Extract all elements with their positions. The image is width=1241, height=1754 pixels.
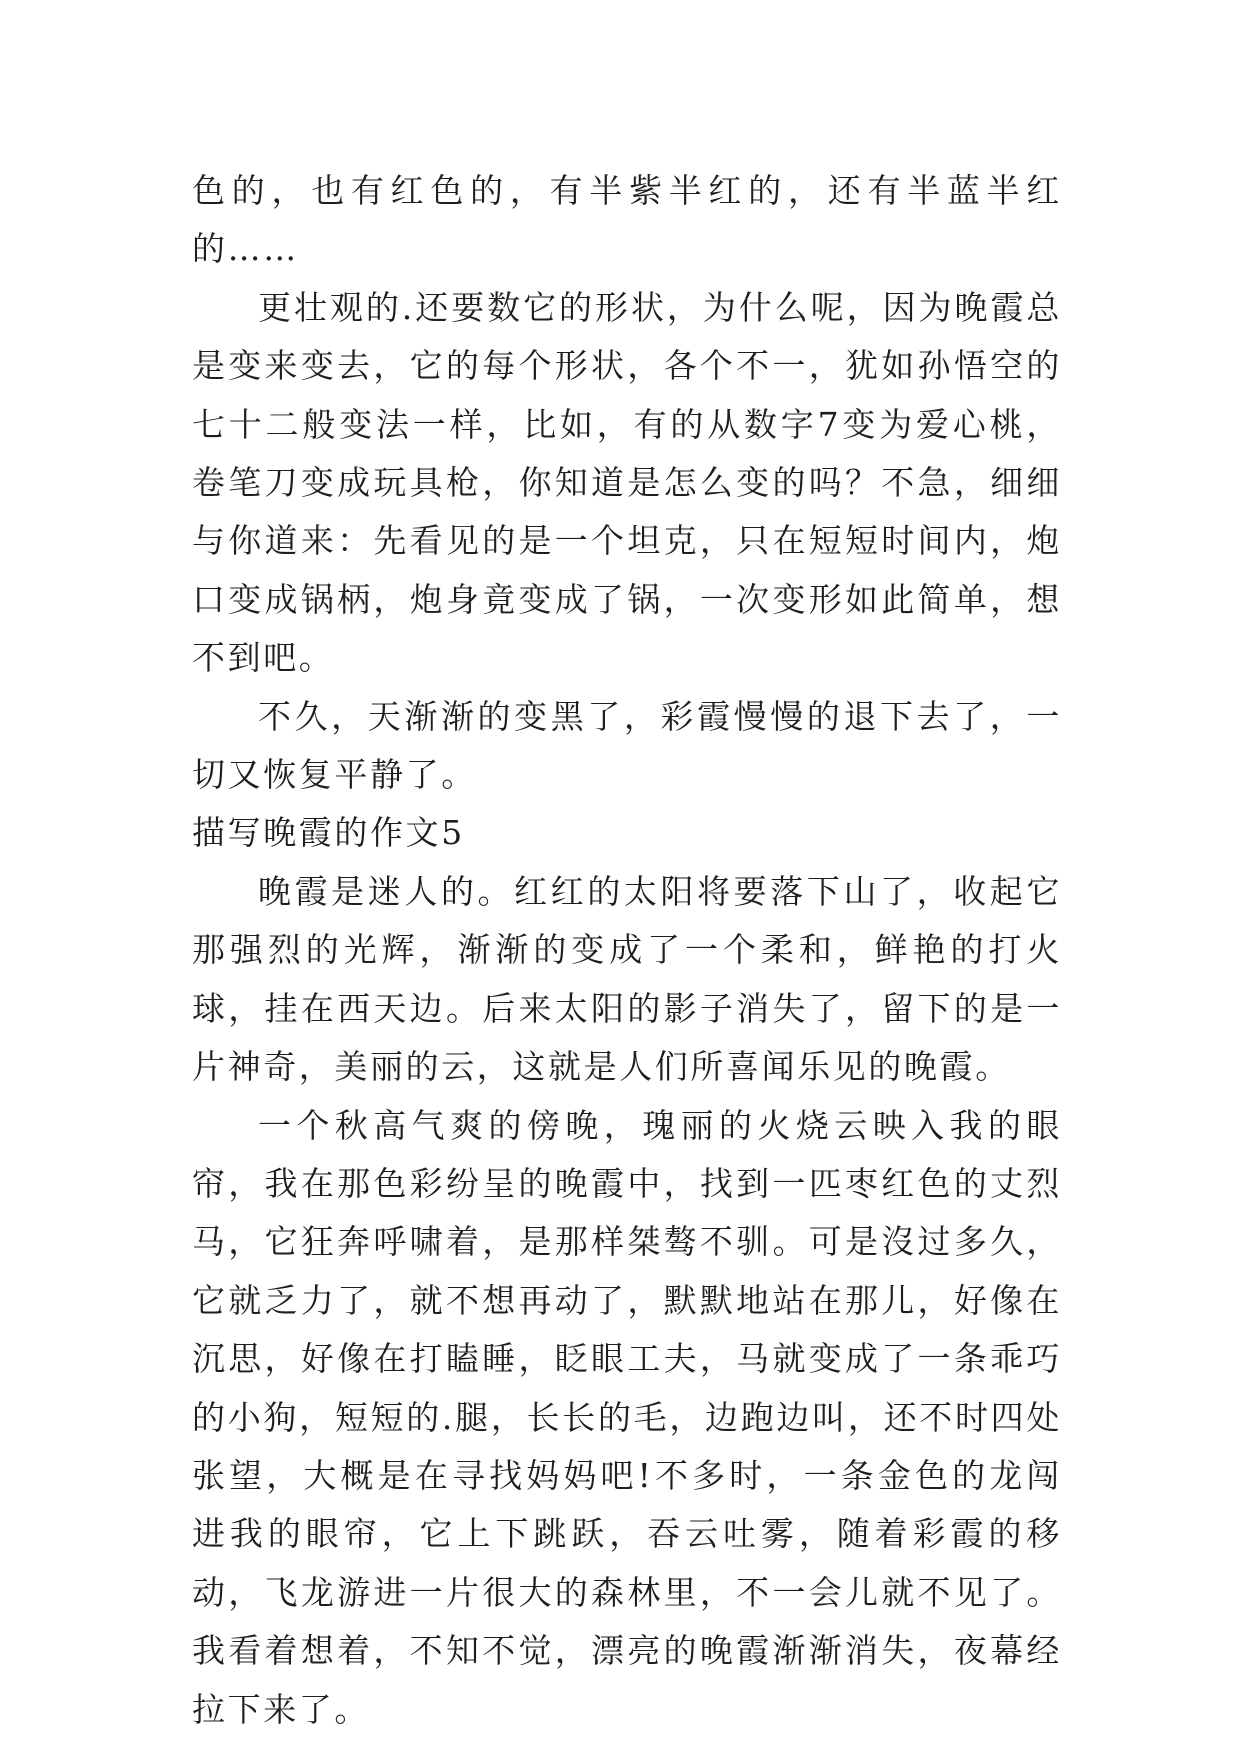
- paragraph-sunset-intro: 晚霞是迷人的。红红的太阳将要落下山了，收起它那强烈的光辉，渐渐的变成了一个柔和，鲜艳的打火球，挂在西天边。后来太阳的影子消失了，留下的是一片神奇，美丽的云，这就是人们所喜闻乐见的晚霞。: [192, 871, 1062, 1087]
- essay-heading: 描写晚霞的作文5: [192, 813, 465, 853]
- continuation-paragraph: 色的，也有红色的，有半紫半红的，还有半蓝半红的……: [192, 171, 1062, 269]
- paragraph-nightfall: 不久，天渐渐的变黑了，彩霞慢慢的退下去了，一切又恢复平静了。: [192, 696, 1062, 795]
- paragraph-cloud-shapes: 一个秋高气爽的傍晚，瑰丽的火烧云映入我的眼帘，我在那色彩纷呈的晚霞中，找到一匹枣红色的丈烈马，它狂奔呼啸着，是那样桀骜不驯。可是沒过多久，它就乏力了，就不想再动了，默默地站在那儿，好像在沉思，好像在打瞌睡，眨眼工夫，马就变成了一条乖巧的小狗，短短的.腿，长长的毛，边跑边叫，还不时四处张望，大概是在寻找妈妈吧!不多时，一条金色的龙闯进我的眼帘，它上下跳跃，吞云吐雾，随着彩霞的移动，飞龙游进一片很大的森林里，不一会儿就不见了。我看着想着，不知不觉，漂亮的晚霞渐渐消失，夜幕经拉下来了。: [192, 1105, 1062, 1729]
- document-body: [192, 162, 1062, 1739]
- paragraph-shape-transformation: 更壮观的.还要数它的形状，为什么呢，因为晚霞总是变来变去，它的每个形状，各个不一，犹如孙悟空的七十二般变法一样，比如，有的从数字7变为爱心桃，卷笔刀变成玩具枪，你知道是怎么变的吗？不急，细细与你道来：先看见的是一个坦克，只在短短时间内，炮口变成锅柄，炮身竟变成了锅，一次变形如此简单，想不到吧。: [192, 287, 1062, 678]
